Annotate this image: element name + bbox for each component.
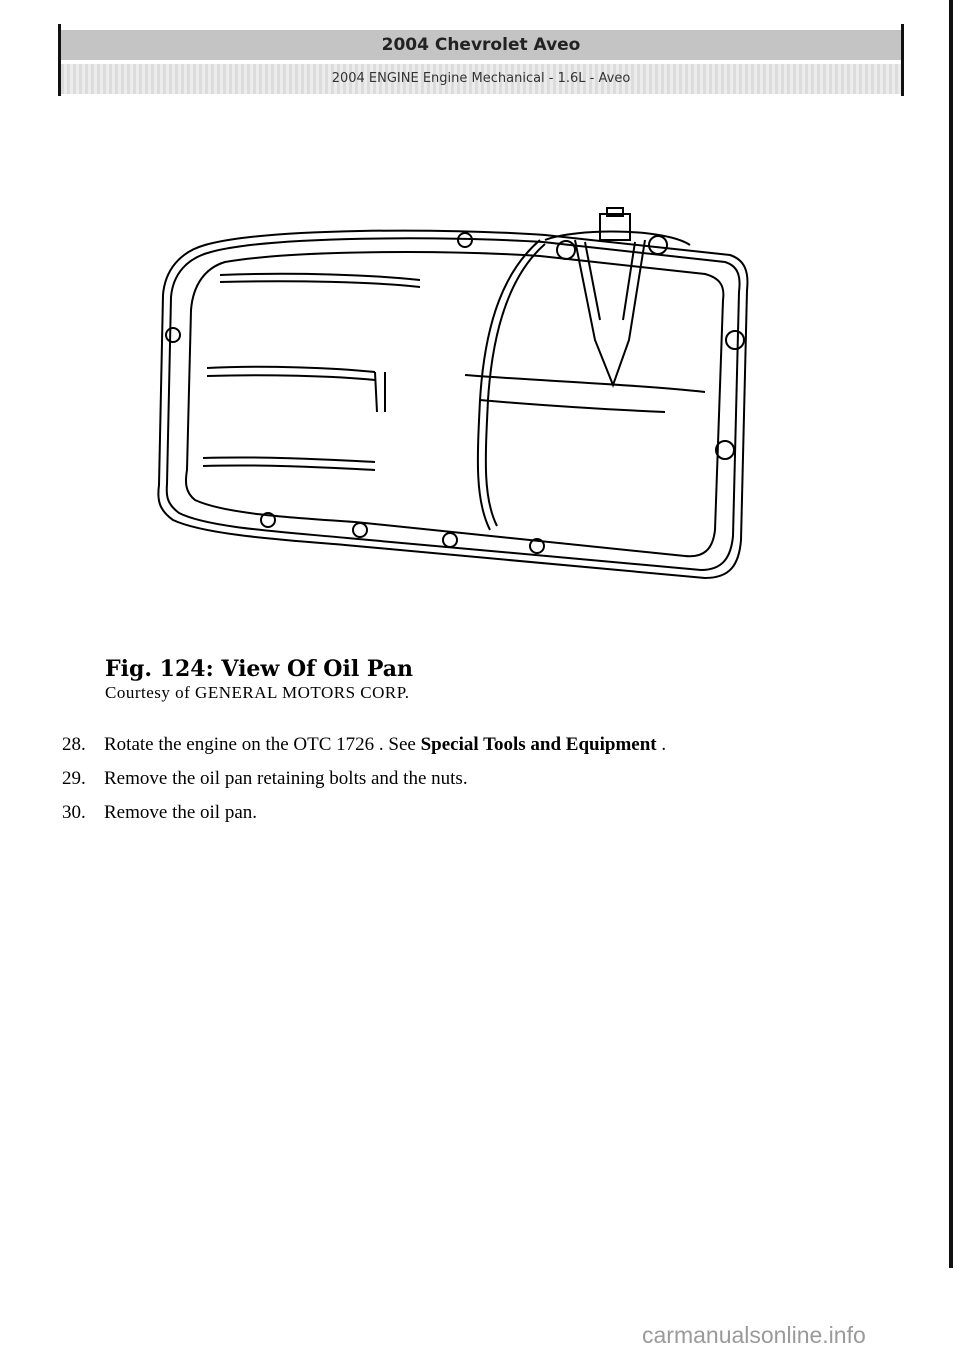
header-title: 2004 Chevrolet Aveo — [61, 30, 901, 60]
watermark: carmanualsonline.info — [642, 1322, 866, 1348]
step-text — [104, 734, 666, 756]
figure-caption: Fig. 124: View Of Oil Pan — [105, 656, 414, 682]
step-text: Remove the oil pan retaining bolts and the nuts. — [104, 768, 468, 789]
step-text: Remove the oil pan. — [104, 802, 258, 823]
page-edge-rule — [949, 0, 953, 1268]
step-text-start: Rotate the engine on the OTC 1726 . See — [104, 734, 421, 755]
oil-pan-illustration — [145, 200, 765, 600]
step-text-end: . — [656, 734, 667, 755]
list-item — [62, 762, 902, 796]
step-number: 30. — [62, 802, 86, 823]
list-item — [62, 728, 902, 762]
step-number: 29. — [62, 768, 86, 789]
procedure-steps — [62, 728, 902, 830]
document-header — [58, 24, 904, 96]
header-subtitle: 2004 ENGINE Engine Mechanical - 1.6L - Aveo — [61, 64, 901, 94]
list-item — [62, 796, 902, 830]
special-tools-link[interactable]: Special Tools and Equipment — [420, 734, 657, 755]
step-number: 28. — [62, 734, 86, 755]
figure-courtesy: Courtesy of GENERAL MOTORS CORP. — [105, 683, 410, 702]
